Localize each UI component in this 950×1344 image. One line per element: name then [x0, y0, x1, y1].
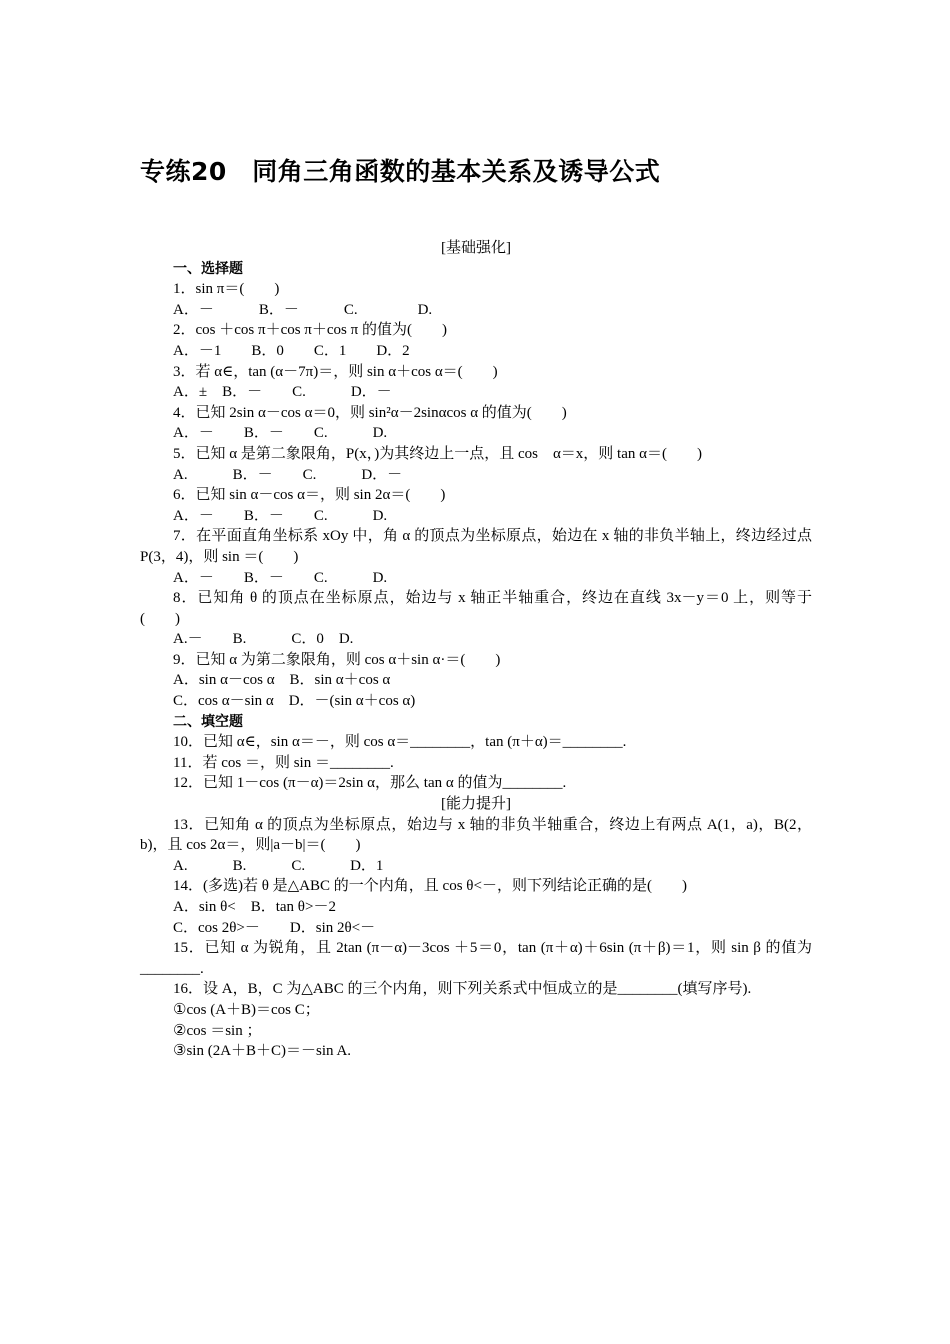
question-5: 5．已知 α 是第二象限角，P(x，)为其终边上一点，且 cos α＝x，则 tan α＝( ): [173, 445, 702, 462]
question-13: 13．已知角 α 的顶点为坐标原点，始边与 x 轴的非负半轴重合，终边上有两点 A(1，a)，B(2，b)，且 cos 2α＝，则|a－b|＝( ): [140, 816, 812, 854]
question-4-options: A．－ B．－ C. D.: [173, 425, 388, 442]
question-9-options-cd: C．cos α－sin α D．－(sin α＋cos α): [173, 693, 416, 710]
question-16-item-2: ②cos ＝sin ；: [173, 1022, 262, 1039]
question-14-options-ab: A．sin θ< B．tan θ>－2: [173, 899, 336, 915]
question-16-item-1: ①cos (A＋B)＝cos C；: [173, 1001, 320, 1018]
question-15: 15．已知 α 为锐角，且 2tan (π－α)－3cos ＋5＝0，tan (π＋α)＋6sin (π＋β)＝1，则 sin β 的值为________.: [140, 940, 812, 977]
section-fill-heading: 二、填空题: [173, 713, 243, 730]
question-3-options: A．± B．－ C. D．－: [173, 384, 392, 401]
question-1: 1．sin π＝( ): [173, 281, 280, 298]
question-9-options-ab: A．sin α－cos α B．sin α＋cos α: [173, 672, 391, 689]
question-8: 8．已知角 θ 的顶点在坐标原点，始边与 x 轴正半轴重合，终边在直线 3x－y＝0 上，则等于( ): [140, 590, 812, 627]
section-basic-heading: [基础强化]: [441, 240, 511, 256]
document-body: [140, 238, 812, 1062]
question-14-options-cd: C．cos 2θ>－ D．sin 2θ<－: [173, 919, 376, 936]
question-10: 10．已知 α∈，sin α＝－，则 cos α＝________，tan (π＋α)＝________.: [173, 734, 627, 751]
question-12: 12．已知 1－cos (π－α)＝2sin α，那么 tan α 的值为________.: [173, 775, 567, 792]
question-6: 6．已知 sin α－cos α＝，则 sin 2α＝( ): [173, 487, 446, 504]
question-4: 4．已知 2sin α－cos α＝0，则 sin²α－2sinαcos α 的值为( ): [173, 404, 567, 421]
section-choice-heading: 一、选择题: [173, 260, 243, 277]
question-16: 16．设 A，B，C 为△ABC 的三个内角，则下列关系式中恒成立的是________(填写序号).: [173, 981, 752, 998]
page-title: 专练20 同角三角函数的基本关系及诱导公式: [140, 157, 661, 186]
question-1-options: A．－ B．－ C. D.: [173, 301, 433, 318]
question-9: 9．已知 α 为第二象限角，则 cos α＋sin α·＝( ): [173, 651, 501, 668]
question-6-options: A．－ B．－ C. D.: [173, 507, 388, 524]
question-16-item-3: ③sin (2A＋B＋C)＝－sin A.: [173, 1043, 352, 1060]
question-11: 11．若 cos ＝，则 sin ＝________.: [173, 754, 394, 771]
question-7: 7．在平面直角坐标系 xOy 中，角 α 的顶点为坐标原点，始边在 x 轴的非负半轴上，终边经过点 P(3，4)，则 sin ＝( ): [140, 528, 812, 565]
question-2-options: A．－1 B．0 C．1 D．2: [173, 342, 410, 359]
question-8-options: A.－ B. C．0 D.: [173, 631, 354, 648]
question-14: 14．(多选)若 θ 是△ABC 的一个内角，且 cos θ<－，则下列结论正确的是( ): [173, 878, 687, 895]
question-2: 2．cos ＋cos π＋cos π＋cos π 的值为( ): [173, 322, 447, 339]
question-5-options: A. B．－ C. D．－: [173, 466, 403, 483]
section-advanced-heading: [能力提升]: [441, 796, 511, 813]
question-7-options: A．－ B．－ C. D.: [173, 569, 388, 586]
question-3: 3．若 α∈，tan (α－7π)＝，则 sin α＋cos α＝( ): [173, 363, 498, 380]
question-13-options: A. B. C. D．1: [173, 857, 384, 874]
